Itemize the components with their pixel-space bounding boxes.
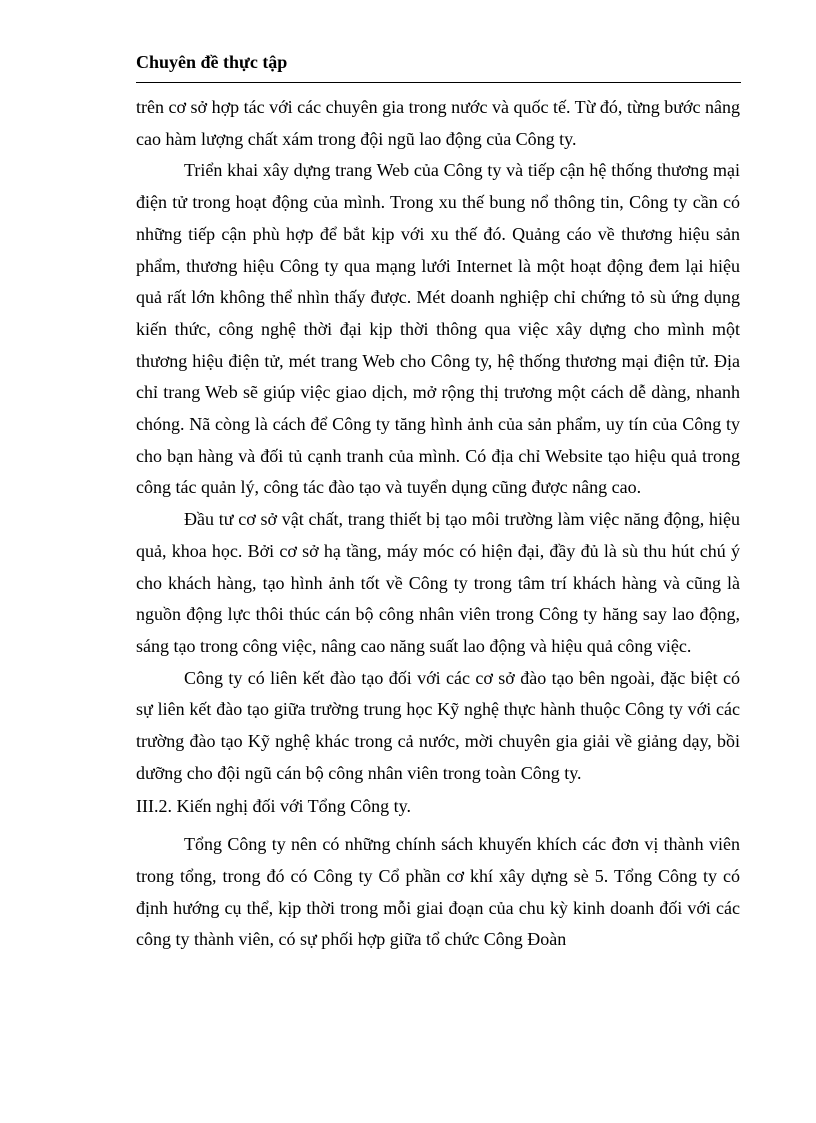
paragraph-infrastructure: Đầu tư cơ sở vật chất, trang thiết bị tạo môi trường làm việc năng động, hiệu quả, khoa học. Bởi cơ sở hạ tầng, máy móc có hiện đại, đầy đủ là sù thu hút chú ý cho khách hàng, tạo hình ảnh tốt về Công ty trong tâm trí khách hàng và cũng là nguồn động lực thôi thúc cán bộ công nhân viên trong Công ty hăng say lao động, sáng tạo trong công việc, nâng cao năng suất lao động và hiệu quả công việc. bbox=[136, 509, 740, 656]
paragraph-web-commerce: Triển khai xây dựng trang Web của Công ty và tiếp cận hệ thống thương mại điện tử trong hoạt động của mình. Trong xu thế bung nổ thông tin, Công ty cần có những tiếp cận phù hợp để bắt kịp với xu thế đó. Quảng cáo về thương hiệu sản phẩm, thương hiệu Công ty qua mạng lưới Internet là một hoạt động đem lại hiệu quả rất lớn không thể nhìn thấy được. Mét doanh nghiệp chỉ chứng tỏ sù ứng dụng kiến thức, công nghệ thời đại kịp thời thông qua việc xây dựng cho mình một thương hiệu điện tử, mét trang Web cho Công ty, hệ thống thương mại điện tử. Địa chỉ trang Web sẽ giúp việc giao dịch, mở rộng thị trương một cách dễ dàng, nhanh chóng. Nã còng là cách để Công ty tăng hình ảnh của sản phẩm, uy tín của Công ty cho bạn hàng và đối tủ cạnh tranh của mình. Có địa chỉ Website tạo hiệu quả trong công tác quản lý, công tác đào tạo và tuyển dụng cũng được nâng cao. bbox=[136, 160, 740, 498]
paragraph-continuation: trên cơ sở hợp tác với các chuyên gia trong nước và quốc tế. Từ đó, từng bước nâng cao hàm lượng chất xám trong đội ngũ lao động của Công ty. bbox=[136, 97, 740, 149]
paragraph-training-link: Công ty có liên kết đào tạo đối với các cơ sở đào tạo bên ngoài, đặc biệt có sự liên kết đào tạo giữa trường trung học Kỹ nghệ thực hành thuộc Công ty với các trường đào tạo Kỹ nghệ khác trong cả nước, mời chuyên gia giải về giảng dạy, bồi dưỡng cho đội ngũ cán bộ công nhân viên trong toàn Công ty. bbox=[136, 667, 740, 783]
paragraph-recommendation: Tổng Công ty nên có những chính sách khuyến khích các đơn vị thành viên trong tổng, trong đó có Công ty Cổ phần cơ khí xây dựng sè 5. Tổng Công ty có định hướng cụ thể, kịp thời trong mỗi giai đoạn của chu kỳ kinh doanh đối với các công ty thành viên, có sự phối hợp giữa tổ chức Công Đoàn bbox=[136, 834, 740, 950]
header-divider bbox=[136, 82, 741, 83]
section-heading: III.2. Kiến nghị đối với Tổng Công ty. bbox=[136, 796, 412, 817]
page-header-title: Chuyên đề thực tập bbox=[136, 52, 288, 72]
document-body bbox=[136, 92, 740, 956]
